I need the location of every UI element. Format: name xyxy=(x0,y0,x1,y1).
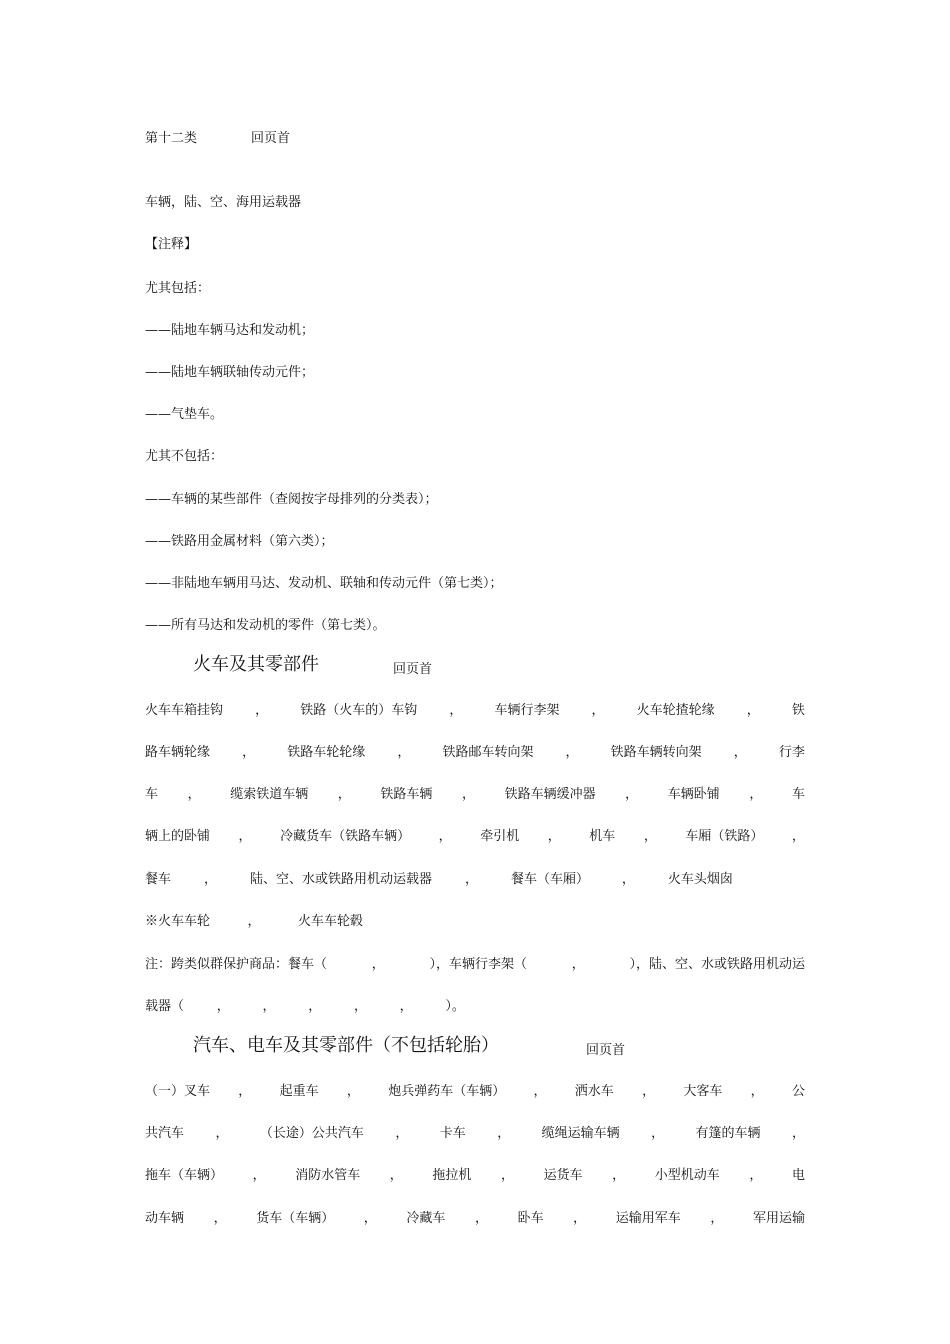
goods-row xyxy=(145,703,805,719)
excludes-item: ——非陆地车辆用马达、发动机、联轴和传动元件（第七类）； xyxy=(145,576,503,591)
goods-item: 冷藏货车（铁路车辆） xyxy=(280,829,411,844)
separator: ， xyxy=(399,999,413,1014)
goods-item: ），车辆行李架（ xyxy=(429,957,527,972)
goods-item: ），陆、空、水或铁路用机动运 xyxy=(629,957,805,972)
goods-row xyxy=(145,1211,805,1227)
goods-item: 火车车轮毂 xyxy=(297,914,363,929)
goods-item: 餐车（车厢） xyxy=(510,872,589,887)
separator: ， xyxy=(464,872,478,887)
separator: ， xyxy=(500,1168,514,1183)
goods-item: 炮兵弹药车（车辆） xyxy=(388,1084,506,1099)
separator: ， xyxy=(625,787,639,802)
goods-item: 拖拉机 xyxy=(432,1168,472,1183)
goods-item: 小型机动车 xyxy=(654,1168,720,1183)
goods-item: 铁 xyxy=(791,703,805,718)
goods-item: 火车头烟囱 xyxy=(667,872,733,887)
goods-item: （一）叉车 xyxy=(145,1084,211,1099)
goods-item: 注：跨类似群保护商品：餐车（ xyxy=(145,957,328,972)
goods-item: 载器（ xyxy=(145,999,185,1014)
separator: ， xyxy=(438,829,452,844)
separator: ， xyxy=(389,1168,403,1183)
section-title-trains: 火车及其零部件 xyxy=(193,654,319,675)
cross-class-note xyxy=(145,999,465,1015)
separator: ， xyxy=(238,829,252,844)
goods-row xyxy=(145,872,733,888)
goods-item: 火车车箱挂钩 xyxy=(145,703,224,718)
excludes-heading: 尤其不包括： xyxy=(145,449,224,464)
goods-item: 行李 xyxy=(778,745,805,760)
includes-heading: 尤其包括： xyxy=(145,281,211,296)
separator: ， xyxy=(750,1084,764,1099)
separator: ， xyxy=(461,787,475,802)
separator: ， xyxy=(187,787,201,802)
goods-item: 铁路车辆 xyxy=(380,787,433,802)
goods-item: 公 xyxy=(791,1084,805,1099)
goods-item: 缆索铁道车辆 xyxy=(230,787,309,802)
separator: ， xyxy=(547,829,561,844)
goods-row xyxy=(145,1168,805,1184)
separator: ， xyxy=(346,1084,360,1099)
separator: ， xyxy=(242,745,256,760)
goods-item: 车辆行李架 xyxy=(494,703,560,718)
goods-item: 运输用军车 xyxy=(615,1211,681,1226)
goods-item: 铁路车辆缓冲器 xyxy=(504,787,596,802)
home-link-cars[interactable]: 回页首 xyxy=(586,1043,626,1058)
goods-item: 车辆卧铺 xyxy=(667,787,720,802)
goods-item: 辆上的卧铺 xyxy=(145,829,211,844)
goods-item: 牵引机 xyxy=(480,829,520,844)
goods-item: 车 xyxy=(145,787,159,802)
separator: ， xyxy=(238,1084,252,1099)
goods-item: 铁路车轮轮缘 xyxy=(287,745,366,760)
section-title-cars: 汽车、电车及其零部件（不包括轮胎） xyxy=(193,1035,499,1056)
class-title: 车辆，陆、空、海用运载器 xyxy=(145,195,302,210)
separator: ， xyxy=(573,1211,587,1226)
goods-item: 车厢（铁路） xyxy=(685,829,764,844)
goods-item: 铁路邮车转向架 xyxy=(442,745,534,760)
separator: ， xyxy=(363,1211,377,1226)
separator: ， xyxy=(216,999,230,1014)
includes-item: ——气垫车。 xyxy=(145,407,224,422)
excludes-item: ——所有马达和发动机的零件（第七类）。 xyxy=(145,618,386,633)
separator: ， xyxy=(213,1211,227,1226)
goods-item: 拖车（车辆） xyxy=(145,1168,224,1183)
goods-item: 铁路车辆转向架 xyxy=(610,745,702,760)
separator: ， xyxy=(337,787,351,802)
excludes-item: ——车辆的某些部件（查阅按字母排列的分类表）； xyxy=(145,492,438,507)
separator: ， xyxy=(533,1084,547,1099)
separator: ， xyxy=(791,1126,805,1141)
goods-row xyxy=(145,1126,805,1142)
goods-item: 卡车 xyxy=(439,1126,466,1141)
goods-item: 起重车 xyxy=(279,1084,319,1099)
separator: ， xyxy=(247,914,261,929)
goods-item: （长途）公共汽车 xyxy=(259,1126,364,1141)
separator: ， xyxy=(791,829,805,844)
class-label: 第十二类 xyxy=(145,131,198,146)
separator: ， xyxy=(397,745,411,760)
goods-item: 陆、空、水或铁路用机动运载器 xyxy=(249,872,432,887)
separator: ， xyxy=(203,872,217,887)
goods-item: 铁路（火车的）车钩 xyxy=(300,703,418,718)
note-heading: 【注释】 xyxy=(145,237,198,252)
goods-item: 军用运输 xyxy=(752,1211,805,1226)
separator: ， xyxy=(651,1126,665,1141)
goods-item: 卧车 xyxy=(517,1211,544,1226)
separator: ， xyxy=(733,745,747,760)
goods-item: 机车 xyxy=(589,829,616,844)
home-link-trains[interactable]: 回页首 xyxy=(393,662,433,677)
separator: ， xyxy=(255,703,269,718)
special-goods-row xyxy=(145,914,363,930)
separator: ， xyxy=(621,872,635,887)
separator: ， xyxy=(262,999,276,1014)
includes-item: ——陆地车辆马达和发动机； xyxy=(145,323,315,338)
separator: ， xyxy=(308,999,322,1014)
separator: ， xyxy=(612,1168,626,1183)
separator: ， xyxy=(643,829,657,844)
separator: ， xyxy=(371,957,385,972)
goods-item: ※火车车轮 xyxy=(145,914,211,929)
separator: ， xyxy=(591,703,605,718)
goods-item: 运货车 xyxy=(543,1168,583,1183)
separator: ， xyxy=(642,1084,656,1099)
goods-row xyxy=(145,745,805,761)
goods-row xyxy=(145,787,805,803)
separator: ， xyxy=(746,703,760,718)
separator: ， xyxy=(474,1211,488,1226)
goods-item: 车 xyxy=(791,787,805,802)
separator: ， xyxy=(710,1211,724,1226)
excludes-item: ——铁路用金属材料（第六类）； xyxy=(145,534,334,549)
separator: ， xyxy=(215,1126,229,1141)
separator: ， xyxy=(395,1126,409,1141)
goods-item: 路车辆轮缘 xyxy=(145,745,211,760)
separator: ， xyxy=(565,745,579,760)
goods-item: 大客车 xyxy=(683,1084,723,1099)
cross-class-note xyxy=(145,957,805,973)
goods-item: 动车辆 xyxy=(145,1211,185,1226)
separator: ， xyxy=(353,999,367,1014)
goods-item: 缆绳运输车辆 xyxy=(541,1126,620,1141)
goods-item: 共汽车 xyxy=(145,1126,185,1141)
separator: ， xyxy=(252,1168,266,1183)
goods-item: 餐车 xyxy=(145,872,172,887)
goods-item: 火车轮揸轮缘 xyxy=(636,703,715,718)
separator: ， xyxy=(749,787,763,802)
goods-item: ）。 xyxy=(445,999,465,1014)
goods-row xyxy=(145,829,805,845)
goods-item: 消防水管车 xyxy=(295,1168,361,1183)
goods-item: 电 xyxy=(791,1168,805,1183)
goods-item: 冷藏车 xyxy=(406,1211,446,1226)
separator: ， xyxy=(449,703,463,718)
goods-item: 货车（车辆） xyxy=(256,1211,335,1226)
goods-item: 有篷的车辆 xyxy=(695,1126,761,1141)
separator: ， xyxy=(497,1126,511,1141)
separator: ， xyxy=(571,957,585,972)
home-link-top[interactable]: 回页首 xyxy=(251,131,291,146)
goods-item: 洒水车 xyxy=(574,1084,614,1099)
separator: ， xyxy=(749,1168,763,1183)
includes-item: ——陆地车辆联轴传动元件； xyxy=(145,365,315,380)
goods-row xyxy=(145,1084,805,1100)
